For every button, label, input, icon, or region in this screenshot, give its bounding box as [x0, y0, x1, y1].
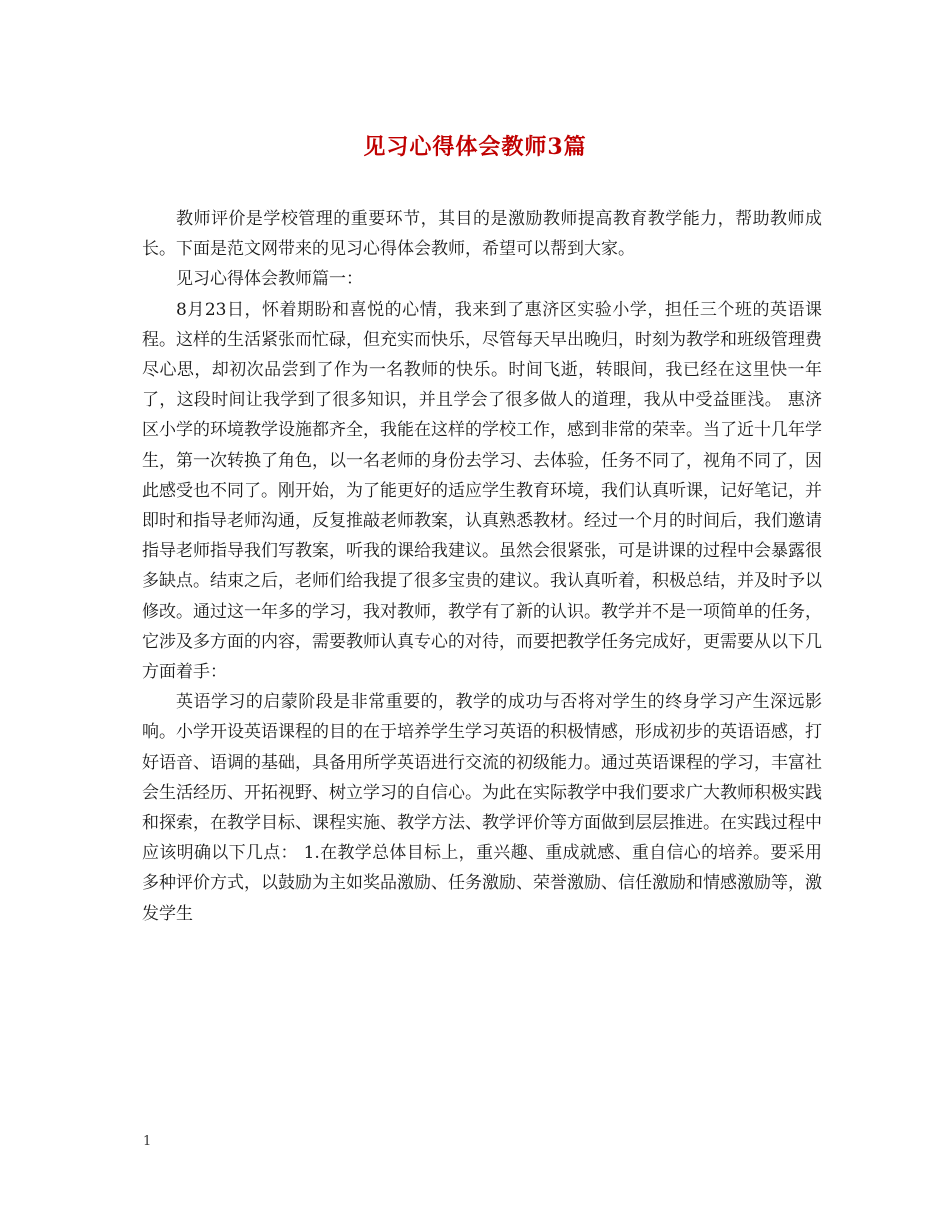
- section-heading: 见习心得体会教师篇一：: [176, 269, 363, 290]
- document-body: [142, 204, 822, 929]
- page-number: 1: [143, 1134, 152, 1149]
- body-paragraph: 8月23日，怀着期盼和喜悦的心情，我来到了惠济区实验小学，担任三个班的英语课程。这样的生活紧张而忙碌，但充实而快乐，尽管每天早出晚归，时刻为教学和班级管理费尽心思，却初次品尝到了作为一名教师的快乐。时间飞逝，转眼间，我已经在这里快一年了，这段时间让我学到了很多知识，并且学会了很多做人的道理，我从中受益匪浅。 惠济区小学的环境教学设施都齐全，我能在这样的学校工作，感到非常的荣幸。当了近十几年学生，第一次转换了角色，以一名老师的身份去学习、去体验，任务不同了，视角不同了，因此感受也不同了。刚开始，为了能更好的适应学生教育环境，我们认真听课，记好笔记，并即时和指导老师沟通，反复推敲老师教案，认真熟悉教材。经过一个月的时间后，我们邀请指导老师指导我们写教案，听我的课给我建议。虽然会很紧张，可是讲课的过程中会暴露很多缺点。结束之后，老师们给我提了很多宝贵的建议。我认真听着，积极总结，并及时予以修改。通过这一年多的学习，我对教师，教学有了新的认识。教学并不是一项简单的任务，它涉及多方面的内容，需要教师认真专心的对待，而要把教学任务完成好，更需要从以下几方面着手：: [142, 299, 822, 683]
- document-title: 见习心得体会教师3篇: [363, 134, 587, 160]
- intro-paragraph: 教师评价是学校管理的重要环节，其目的是激励教师提高教育教学能力，帮助教师成长。下面是范文网带来的见习心得体会教师，希望可以帮到大家。: [142, 209, 822, 260]
- body-paragraph: 英语学习的启蒙阶段是非常重要的，教学的成功与否将对学生的终身学习产生深远影响。小学开设英语课程的目的在于培养学生学习英语的积极情感，形成初步的英语语感，打好语音、语调的基础，具备用所学英语进行交流的初级能力。通过英语课程的学习，丰富社会生活经历、开拓视野、树立学习的自信心。为此在实际教学中我们要求广大教师积极实践和探索，在教学目标、课程实施、教学方法、教学评价等方面做到层层推进。在实践过程中应该明确以下几点： 1.在教学总体目标上，重兴趣、重成就感、重自信心的培养。要采用多种评价方式，以鼓励为主如奖品激励、任务激励、荣誉激励、信任激励和情感激励等，激发学生: [142, 692, 822, 924]
